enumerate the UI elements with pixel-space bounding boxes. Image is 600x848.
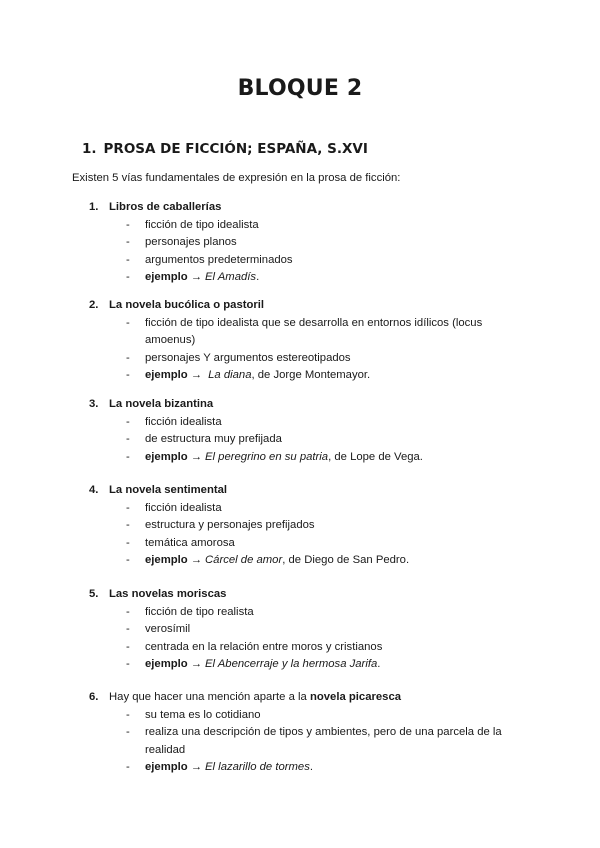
block-number: 1. <box>89 201 99 213</box>
block-title: Libros de caballerías <box>109 201 222 213</box>
block-title: novela picaresca <box>309 691 402 703</box>
work-title: La diana <box>208 369 252 381</box>
arrow-icon: → <box>190 271 202 283</box>
list-item: - verosímil <box>126 623 191 635</box>
example-label: ejemplo <box>145 450 188 463</box>
block-number: 6. <box>89 691 99 703</box>
block-heading <box>89 586 525 604</box>
intro-text: Existen 5 vías fundamentales de expresión en la prosa de ficción: <box>72 172 401 184</box>
arrow-icon: → <box>190 761 202 773</box>
list-item: - ficción de tipo realista <box>126 605 254 618</box>
block-heading <box>89 396 525 414</box>
example-item: - ejemplo → El peregrino en su patria, de Lope de Vega. <box>126 450 423 463</box>
block-novelas-moriscas <box>89 586 525 674</box>
block-title: La novela bizantina <box>109 398 214 410</box>
block-heading <box>89 482 525 500</box>
list-item: - personajes Y argumentos estereotipados <box>126 351 351 364</box>
example-item: - ejemplo → El Abencerraje y la hermosa Jarifa. <box>126 658 381 670</box>
section-number: 1. <box>82 141 97 157</box>
example-item: - ejemplo → La diana, de Jorge Montemayor. <box>126 369 371 381</box>
work-title: El Amadís <box>205 271 257 283</box>
arrow-icon: → <box>190 554 202 566</box>
arrow-icon: → <box>190 369 202 381</box>
block-number: 5. <box>89 588 99 600</box>
arrow-icon: → <box>190 450 202 463</box>
block-intro: Hay que hacer una mención aparte a la <box>109 691 310 703</box>
example-label: ejemplo <box>145 554 188 566</box>
work-title: Cárcel de amor <box>205 554 283 566</box>
block-title: La novela bucólica o pastoril <box>109 299 265 311</box>
list-item: - realiza una descripción de tipos y ambientes, pero de una parcela de la realidad <box>126 726 502 756</box>
item-list <box>89 500 525 570</box>
list-item: - su tema es lo cotidiano <box>126 708 261 721</box>
block-number: 4. <box>89 484 99 496</box>
example-label: ejemplo <box>145 271 188 283</box>
item-list <box>89 414 525 467</box>
block-libros-de-caballerias <box>89 199 525 287</box>
block-number: 3. <box>89 398 99 410</box>
block-novela-bucolica <box>89 297 525 385</box>
block-number: 2. <box>89 299 99 311</box>
block-novela-sentimental <box>89 482 525 570</box>
list-item: - personajes planos <box>126 236 237 248</box>
example-label: ejemplo <box>145 369 188 381</box>
list-item: - ficción de tipo idealista que se desarrolla en entornos idílicos (locus amoenus) <box>126 316 483 346</box>
list-item: - ficción idealista <box>126 415 222 428</box>
example-item: - ejemplo → Cárcel de amor, de Diego de San Pedro. <box>126 554 410 566</box>
arrow-icon: → <box>190 658 202 670</box>
section-title: PROSA DE FICCIÓN; ESPAÑA, S.XVI <box>103 141 368 157</box>
list-item: - temática amorosa <box>126 536 235 549</box>
example-label: ejemplo <box>145 761 188 773</box>
item-list <box>89 707 525 777</box>
block-heading <box>89 297 525 315</box>
block-heading <box>89 199 525 217</box>
list-item: - estructura y personajes prefijados <box>126 519 315 531</box>
block-novela-picaresca <box>89 689 525 777</box>
list-item: - ficción de tipo idealista <box>126 218 259 231</box>
example-item: - ejemplo → El lazarillo de tormes. <box>126 761 313 773</box>
list-item: - centrada en la relación entre moros y cristianos <box>126 640 383 653</box>
item-list <box>89 315 525 385</box>
section-heading <box>82 141 368 157</box>
work-title: El Abencerraje y la hermosa Jarifa <box>205 658 378 670</box>
block-heading <box>89 689 525 707</box>
work-title: El lazarillo de tormes <box>205 761 310 773</box>
work-title: El peregrino en su patria <box>205 450 329 463</box>
list-item: - de estructura muy prefijada <box>126 433 282 445</box>
item-list <box>89 604 525 674</box>
example-label: ejemplo <box>145 658 188 670</box>
example-item: - ejemplo → El Amadís. <box>126 271 260 283</box>
list-item: - argumentos predeterminados <box>126 253 293 266</box>
block-novela-bizantina <box>89 396 525 466</box>
block-title: La novela sentimental <box>109 484 228 496</box>
list-item: - ficción idealista <box>126 501 222 514</box>
page-title: BLOQUE 2 <box>237 76 363 101</box>
block-title: Las novelas moriscas <box>109 588 227 600</box>
item-list <box>89 217 525 287</box>
